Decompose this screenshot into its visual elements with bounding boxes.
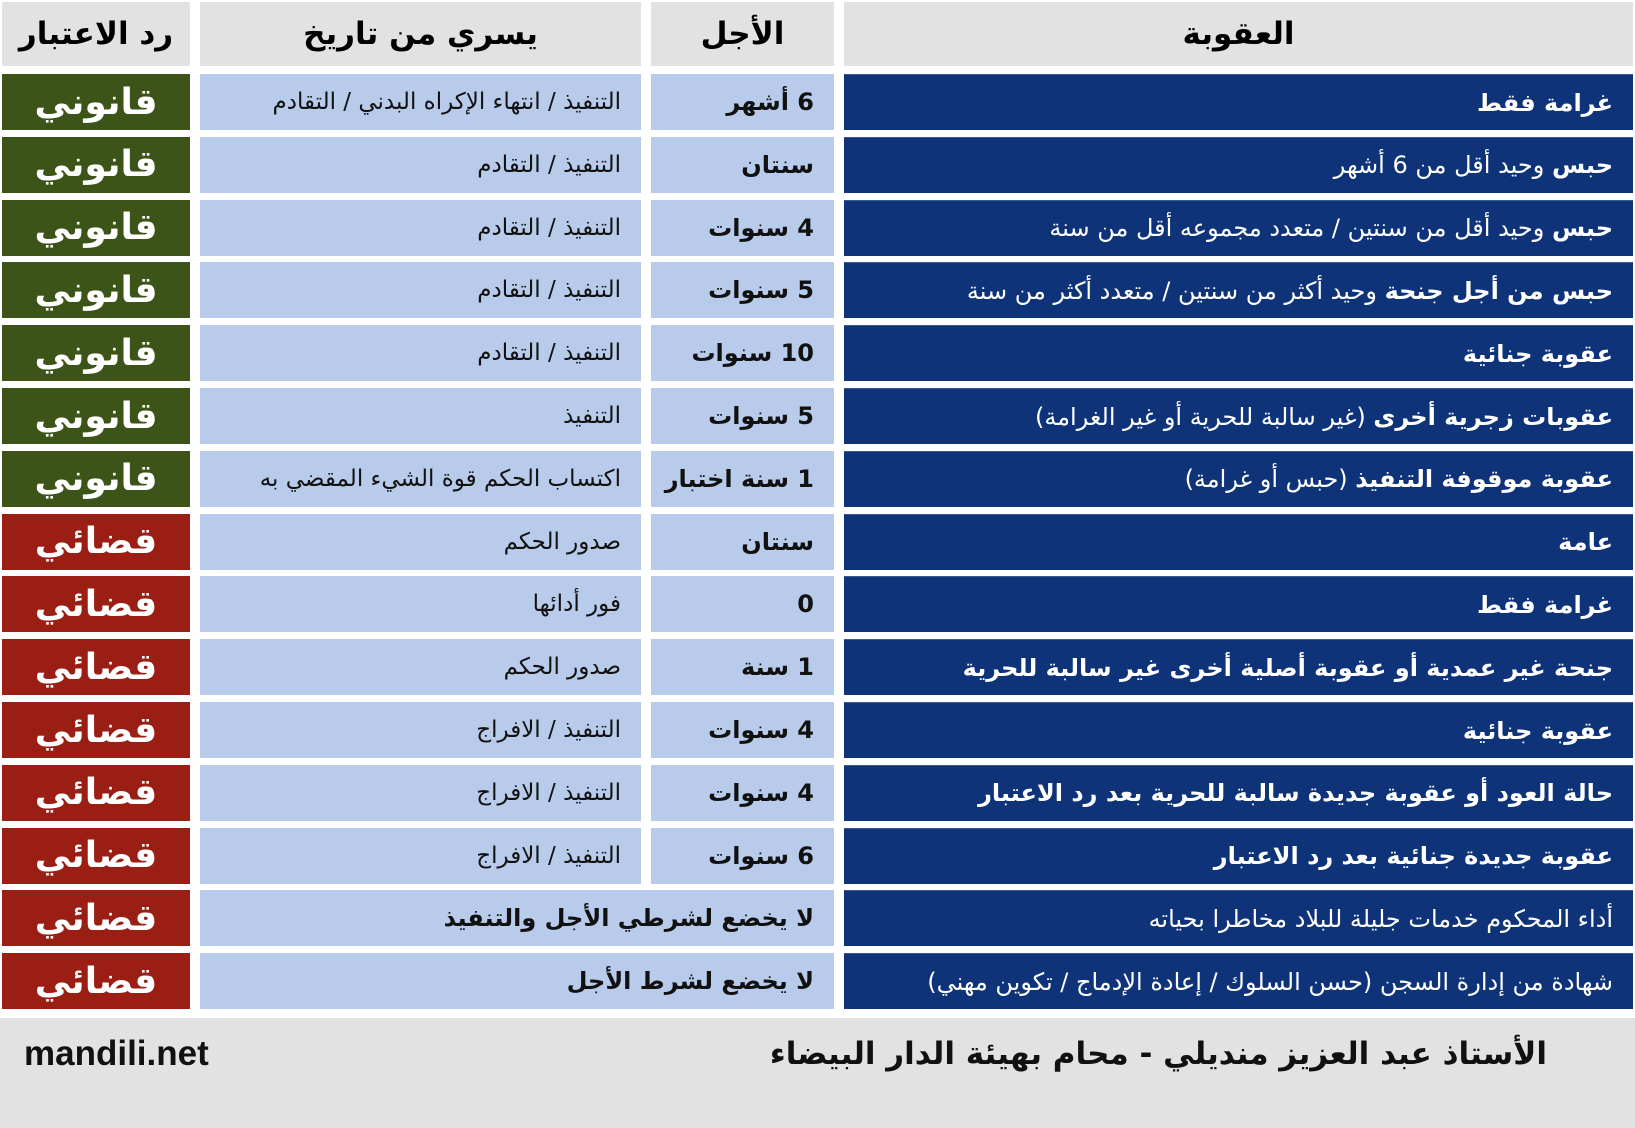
rehab-type-badge: قانوني [2,388,190,444]
rehab-type-badge: قضائي [2,576,190,632]
duration-cell: سنتان [651,514,834,570]
start-from-cell: التنفيذ / الافراج [200,828,641,884]
penalty-cell [844,576,1633,632]
penalty-detail: وحيد أقل من 6 أشهر [1333,151,1552,180]
penalty-detail: وحيد أقل من سنتين / متعدد مجموعه أقل من سنة [1049,214,1552,243]
penalty-detail: أداء المحكوم خدمات جليلة للبلاد مخاطرا بحياته [1148,904,1613,933]
start-from-cell: صدور الحكم [200,639,641,695]
table-row [0,702,1635,758]
duration-cell: 6 أشهر [651,74,834,130]
rehab-type-badge: قضائي [2,828,190,884]
duration-cell: 1 سنة اختبار [651,451,834,507]
start-from-cell: التنفيذ / التقادم [200,325,641,381]
duration-cell: 0 [651,576,834,632]
start-from-cell: اكتساب الحكم قوة الشيء المقضي به [200,451,641,507]
penalty-cell [844,953,1633,1009]
condition-note: لا يخضع لشرطي الأجل والتنفيذ [200,890,834,946]
start-from-cell: التنفيذ / انتهاء الإكراه البدني / التقادم [200,74,641,130]
start-from-cell: التنفيذ [200,388,641,444]
duration-cell: 4 سنوات [651,702,834,758]
penalty-detail: وحيد أكثر من سنتين / متعدد أكثر من سنة [966,276,1385,305]
start-from-cell: التنفيذ / التقادم [200,262,641,318]
penalty-keyword: عقوبة موقوفة التنفيذ [1355,465,1613,494]
table-row [0,325,1635,381]
penalty-keyword: عقوبة جديدة جنائية بعد رد الاعتبار [1213,842,1613,871]
duration-cell: 5 سنوات [651,262,834,318]
table-row [0,388,1635,444]
rehab-type-badge: قضائي [2,890,190,946]
start-from-cell: التنفيذ / الافراج [200,702,641,758]
rehab-type-badge: قانوني [2,137,190,193]
penalty-keyword: غرامة فقط [1476,590,1613,619]
penalty-cell [844,325,1633,381]
rehab-type-badge: قانوني [2,262,190,318]
penalty-cell [844,639,1633,695]
rehab-type-badge: قضائي [2,953,190,1009]
header-start-from: يسري من تاريخ [200,2,641,66]
rehab-type-badge: قضائي [2,639,190,695]
penalty-cell [844,828,1633,884]
start-from-cell: فور أدائها [200,576,641,632]
penalty-detail: شهادة من إدارة السجن (حسن السلوك / إعادة الإدماج / تكوين مهني) [927,967,1613,996]
rehab-type-badge: قانوني [2,451,190,507]
start-from-cell: صدور الحكم [200,514,641,570]
author-credit: الأستاذ عبد العزيز منديلي - محام بهيئة الدار البيضاء [769,1036,1547,1072]
penalty-keyword: جنحة غير عمدية أو عقوبة أصلية أخرى غير سالبة للحرية [962,653,1613,682]
penalty-keyword: حبس من أجل جنحة [1384,276,1613,305]
penalty-cell [844,890,1633,946]
table-header [0,2,1635,66]
rehab-type-badge: قضائي [2,514,190,570]
penalty-cell [844,137,1633,193]
penalty-cell [844,765,1633,821]
duration-cell: 6 سنوات [651,828,834,884]
start-from-cell: التنفيذ / التقادم [200,137,641,193]
condition-note: لا يخضع لشرط الأجل [200,953,834,1009]
table-row [0,890,1635,946]
duration-cell: 10 سنوات [651,325,834,381]
table-row [0,639,1635,695]
rehab-type-badge: قانوني [2,325,190,381]
duration-cell: 4 سنوات [651,200,834,256]
rehab-type-badge: قضائي [2,702,190,758]
table-row [0,828,1635,884]
penalty-keyword: غرامة فقط [1476,88,1613,117]
table-row [0,262,1635,318]
site-url: mandili.net [24,1034,209,1073]
penalty-cell [844,702,1633,758]
header-penalty: العقوبة [844,2,1633,66]
table-row [0,576,1635,632]
penalty-keyword: عقوبة جنائية [1462,716,1613,745]
table-row [0,953,1635,1009]
duration-cell: 4 سنوات [651,765,834,821]
duration-cell: 1 سنة [651,639,834,695]
penalty-keyword: عامة [1558,528,1613,557]
footer [0,1018,1635,1128]
table-row [0,200,1635,256]
table-row [0,137,1635,193]
start-from-cell: التنفيذ / التقادم [200,200,641,256]
table-row [0,74,1635,130]
rehab-type-badge: قانوني [2,200,190,256]
rehab-type-badge: قضائي [2,765,190,821]
rehab-type-badge: قانوني [2,74,190,130]
penalty-cell [844,514,1633,570]
penalty-keyword: عقوبات زجرية أخرى [1373,402,1613,431]
penalty-keyword: حبس [1551,214,1613,243]
duration-cell: سنتان [651,137,834,193]
table-row [0,451,1635,507]
penalty-keyword: حبس [1551,151,1613,180]
penalty-keyword: عقوبة جنائية [1462,339,1613,368]
table-row [0,514,1635,570]
penalty-cell [844,200,1633,256]
table-row [0,765,1635,821]
penalty-detail: (حبس أو غرامة) [1184,465,1356,494]
start-from-cell: التنفيذ / الافراج [200,765,641,821]
penalty-keyword: حالة العود أو عقوبة جديدة سالبة للحرية بعد رد الاعتبار [978,779,1613,808]
penalty-cell [844,262,1633,318]
penalty-cell [844,74,1633,130]
header-duration: الأجل [651,2,834,66]
penalty-detail: (غير سالبة للحرية أو غير الغرامة) [1034,402,1374,431]
penalty-cell [844,388,1633,444]
header-rehab: رد الاعتبار [2,2,190,66]
duration-cell: 5 سنوات [651,388,834,444]
penalty-cell [844,451,1633,507]
